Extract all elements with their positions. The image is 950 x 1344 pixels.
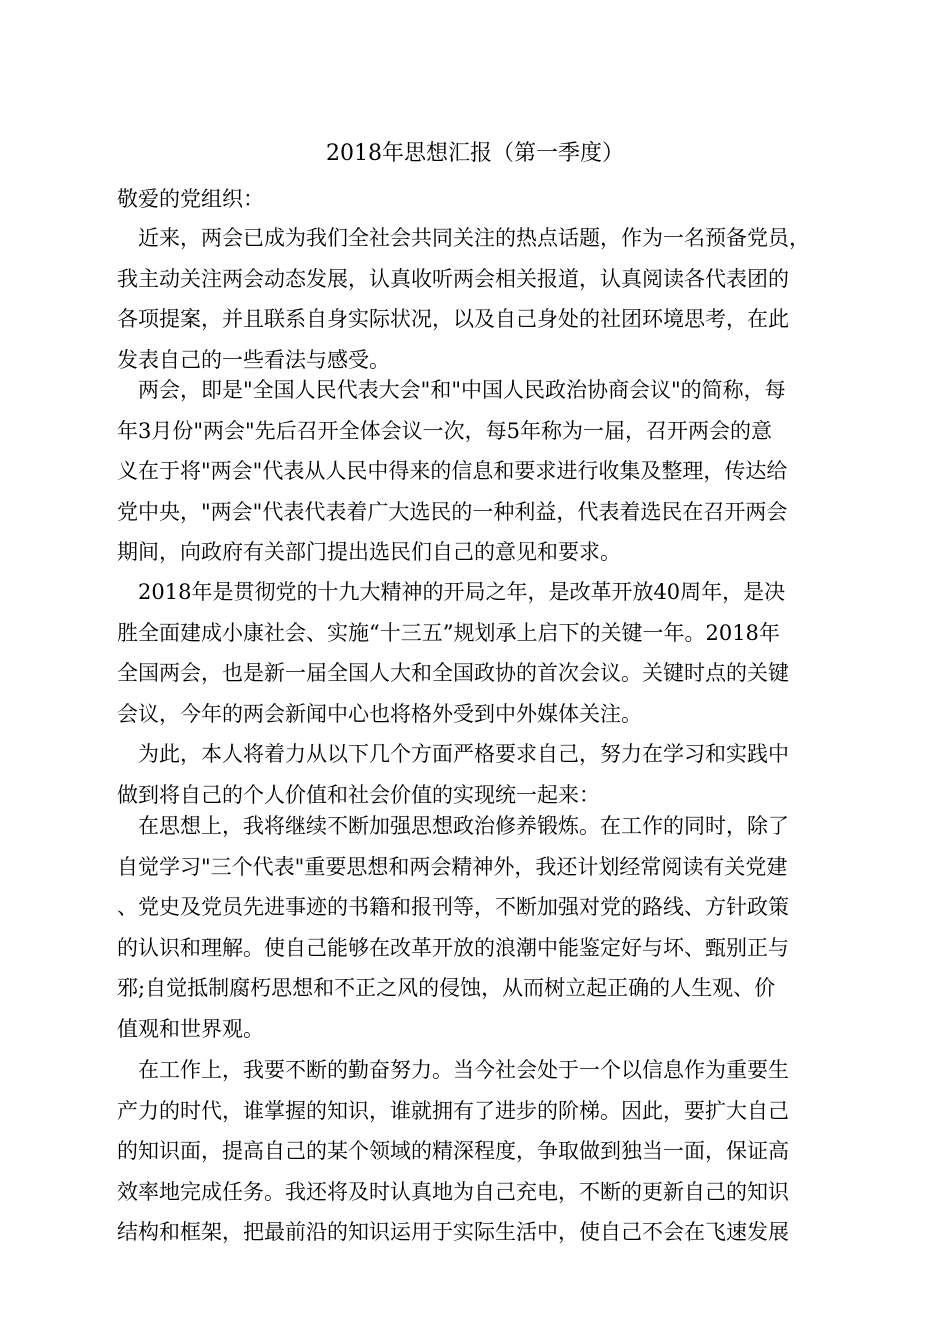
document-title: 2018年思想汇报（第一季度） — [326, 141, 624, 166]
paragraph-line: 各项提案，并且联系自身实际状况，以及自己身处的社团环境思考，在此 — [117, 307, 789, 331]
paragraph-line: 的认识和理解。使自己能够在改革开放的浪潮中能鉴定好与坏、甄别正与 — [117, 935, 789, 960]
paragraph-line: 结构和框架，把最前沿的知识运用于实际生活中，使自己不会在飞速发展 — [117, 1220, 789, 1244]
paragraph-line: 2018年是贯彻党的十九大精神的开局之年，是改革开放40周年，是决 — [138, 580, 786, 604]
paragraph-2 — [117, 370, 837, 573]
paragraph-line: 党中央，"两会"代表代表着广大选民的一种利益，代表着选民在召开两会 — [117, 499, 788, 524]
paragraph-line: 的知识面，提高自己的某个领域的精深程度，争取做到独当一面，保证高 — [117, 1139, 789, 1163]
paragraph-line: 产力的时代，谁掌握的知识，谁就拥有了进步的阶梯。因此，要扩大自己 — [117, 1098, 789, 1123]
paragraph-line: 期间，向政府有关部门提出选民们自己的意见和要求。 — [117, 540, 621, 564]
paragraph-line: 在思想上，我将继续不断加强思想政治修养锻炼。在工作的同时，除了 — [138, 814, 789, 838]
paragraph-line: 自觉学习"三个代表"重要思想和两会精神外，我还计划经常阅读有关党建 — [117, 854, 788, 879]
paragraph-4 — [117, 734, 837, 815]
paragraph-3 — [117, 572, 837, 734]
paragraph-line: 义在于将"两会"代表从人民中得来的信息和要求进行收集及整理，传达给 — [117, 459, 788, 483]
paragraph-line: 为此，本人将着力从以下几个方面严格要求自己，努力在学习和实践中 — [138, 742, 789, 766]
paragraph-line: 全国两会，也是新一届全国人大和全国政协的首次会议。关键时点的关键 — [117, 661, 789, 685]
paragraph-6 — [117, 1050, 837, 1253]
paragraph-line: 胜全面建成小康社会、实施“十三五”规划承上启下的关键一年。2018年 — [117, 620, 780, 645]
paragraph-line: 会议，今年的两会新闻中心也将格外受到中外媒体关注。 — [117, 701, 642, 726]
paragraph-5 — [117, 806, 837, 1049]
paragraph-1 — [117, 218, 837, 380]
paragraph-line: 值观和世界观。 — [117, 1016, 264, 1041]
paragraph-line: 我主动关注两会动态发展，认真收听两会相关报道，认真阅读各代表团的 — [117, 266, 789, 291]
paragraph-line: 两会，即是"全国人民代表大会"和"中国人民政治协商会议"的简称，每 — [138, 378, 786, 402]
paragraph-line: 发表自己的一些看法与感受。 — [117, 347, 390, 372]
paragraph-line: 做到将自己的个人价值和社会价值的实现统一起来： — [117, 782, 600, 807]
paragraph-line: 效率地完成任务。我还将及时认真地为自己充电，不断的更新自己的知识 — [117, 1179, 789, 1204]
paragraph-line: 邪;自觉抵制腐朽思想和不正之风的侵蚀，从而树立起正确的人生观、价 — [117, 976, 776, 1000]
paragraph-line: 近来，两会已成为我们全社会共同关注的热点话题，作为一名预备党员， — [138, 226, 810, 250]
paragraph-line: 、党史及党员先进事迹的书籍和报刊等，不断加强对党的路线、方针政策 — [117, 895, 789, 919]
paragraph-line: 年3月份"两会"先后召开全体会议一次，每5年称为一届，召开两会的意 — [117, 418, 773, 443]
salutation: 敬爱的党组织： — [117, 187, 264, 211]
paragraph-line: 在工作上，我要不断的勤奋努力。当今社会处于一个以信息作为重要生 — [138, 1058, 789, 1082]
